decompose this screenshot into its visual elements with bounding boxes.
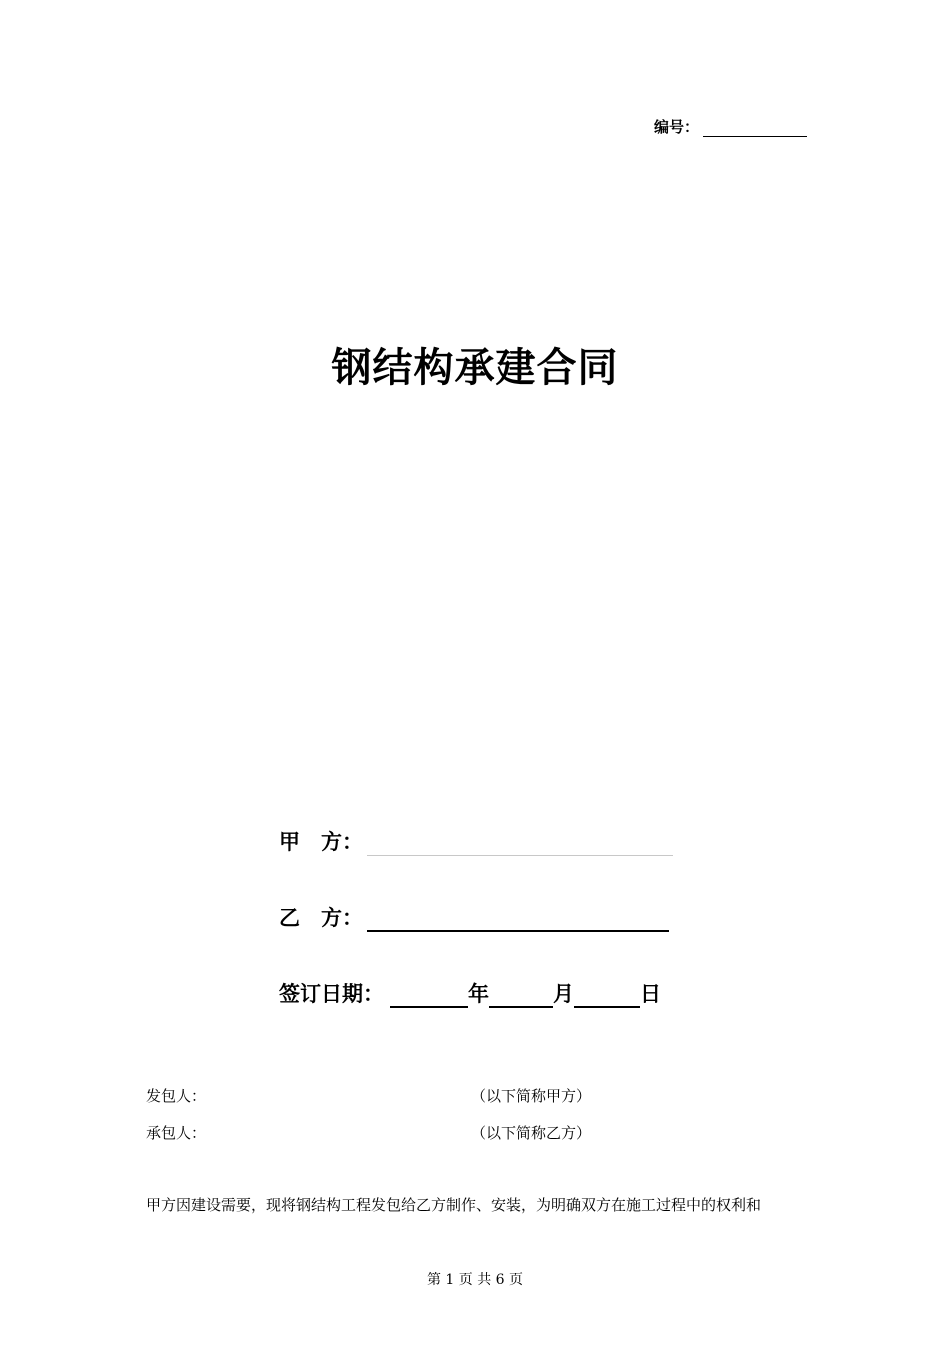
contractor-note: （以下简称乙方） [471,1124,592,1142]
contractor-label: 承包人： [146,1124,207,1142]
contract-number-label: 编号： [654,118,700,136]
employer-note: （以下简称甲方） [471,1087,592,1105]
intro-paragraph: 甲方因建设需要，现将钢结构工程发包给乙方制作、安装，为明确双方在施工过程中的权利和 [146,1196,762,1214]
party-a-row [279,826,673,856]
year-label: 年 [468,982,489,1006]
party-a-label: 甲 方： [279,830,363,854]
employer-label: 发包人： [146,1087,207,1105]
sign-year-blank[interactable] [390,982,468,1008]
contract-number [654,116,807,137]
sign-day-blank[interactable] [574,982,640,1008]
day-label: 日 [640,982,661,1006]
sign-date-row [279,978,661,1008]
party-b-row [279,902,669,932]
party-b-blank[interactable] [367,906,669,932]
document-title: 钢结构承建合同 [331,345,619,391]
sign-date-label: 签订日期： [279,982,384,1006]
contract-number-blank[interactable] [703,118,807,137]
party-b-label: 乙 方： [279,906,363,930]
sign-month-blank[interactable] [489,982,553,1008]
page-footer: 第 1 页 共 6 页 [426,1272,524,1288]
party-a-blank[interactable] [367,831,673,856]
month-label: 月 [553,982,574,1006]
